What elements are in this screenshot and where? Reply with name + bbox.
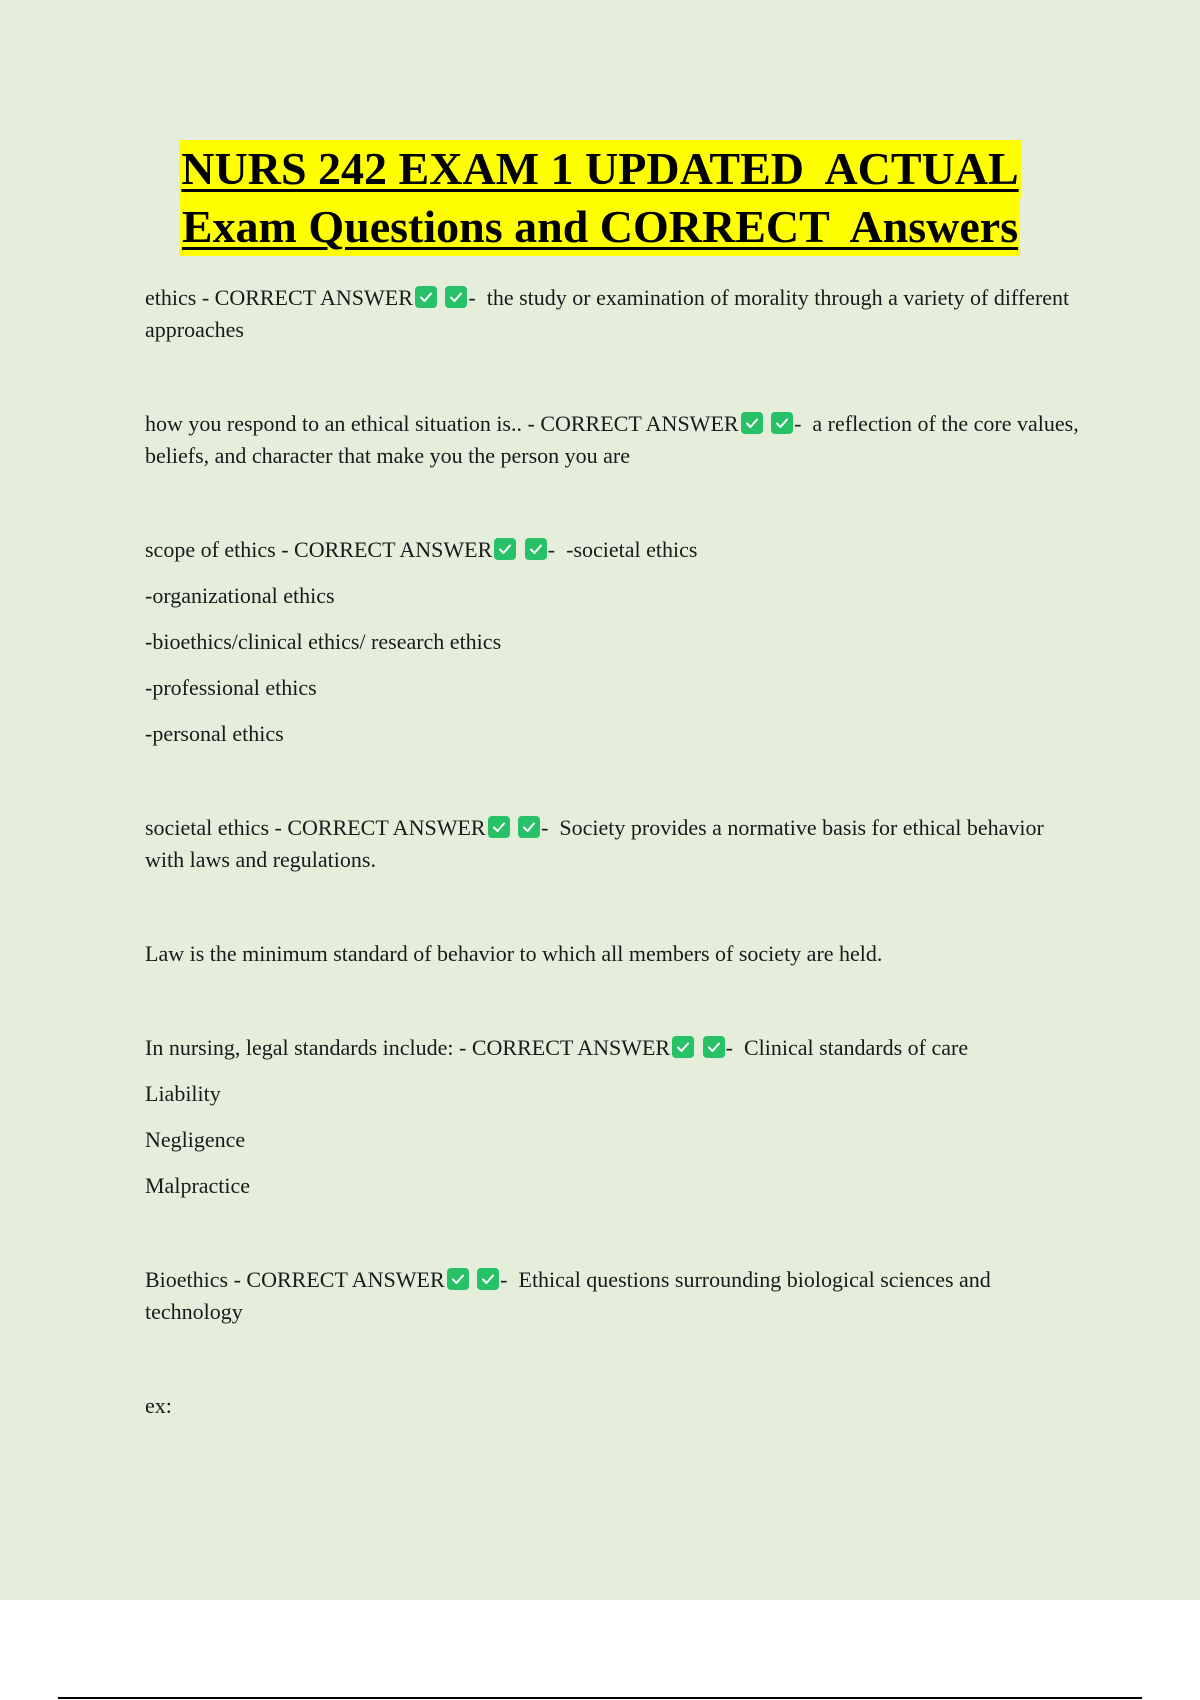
qa-answer: a reflection of the core values, beliefs, and character that make you the person you are <box>145 411 1079 468</box>
footer-rule <box>58 1697 1142 1699</box>
document-title <box>0 140 1200 256</box>
check-icon <box>672 1036 694 1058</box>
qa-term: ethics - CORRECT ANSWER <box>145 285 413 310</box>
plain-paragraph: ex: <box>145 1393 172 1418</box>
qa-term: In nursing, legal standards include: - CORRECT ANSWER <box>145 1035 671 1060</box>
title-line-1: NURS 242 EXAM 1 UPDATED ACTUAL <box>179 140 1020 198</box>
qa-list-line: Liability <box>145 1081 221 1106</box>
qa-answer: -societal ethics <box>566 537 698 562</box>
qa-item <box>145 1032 1085 1202</box>
qa-separator: - <box>468 285 487 310</box>
qa-term: societal ethics - CORRECT ANSWER <box>145 815 486 840</box>
check-icon <box>477 1268 499 1290</box>
qa-item <box>145 812 1085 876</box>
qa-item <box>145 282 1085 346</box>
check-icon <box>771 412 793 434</box>
check-icon <box>494 538 516 560</box>
qa-answer: Society provides a normative basis for ethical behavior with laws and regulations. <box>145 815 1044 872</box>
title-line-2: Exam Questions and CORRECT Answers <box>180 198 1020 256</box>
qa-list-line: -organizational ethics <box>145 583 335 608</box>
qa-separator: - <box>500 1267 519 1292</box>
plain-paragraph: Law is the minimum standard of behavior to which all members of society are held. <box>145 941 883 966</box>
qa-answer: Ethical questions surrounding biological sciences and technology <box>145 1267 991 1324</box>
check-icon <box>525 538 547 560</box>
qa-list-line: -personal ethics <box>145 721 284 746</box>
check-icon <box>415 286 437 308</box>
qa-term: Bioethics - CORRECT ANSWER <box>145 1267 445 1292</box>
check-icon <box>445 286 467 308</box>
qa-item <box>145 1264 1085 1328</box>
check-icon <box>447 1268 469 1290</box>
qa-list-line: Malpractice <box>145 1173 251 1198</box>
check-icon <box>488 816 510 838</box>
qa-term: how you respond to an ethical situation is.. - CORRECT ANSWER <box>145 411 739 436</box>
check-icon <box>703 1036 725 1058</box>
qa-item <box>145 408 1085 472</box>
qa-separator: - <box>541 815 560 840</box>
qa-list-line: Negligence <box>145 1127 246 1152</box>
qa-first-line <box>145 534 1085 566</box>
qa-list-line: -bioethics/clinical ethics/ research ethics <box>145 629 502 654</box>
qa-item <box>145 534 1085 750</box>
qa-separator: - <box>547 537 567 562</box>
qa-first-line <box>145 1032 1085 1064</box>
qa-term: scope of ethics - CORRECT ANSWER <box>145 537 493 562</box>
check-icon <box>518 816 540 838</box>
qa-answer: the study or examination of morality through a variety of different approaches <box>145 285 1070 342</box>
check-icon <box>741 412 763 434</box>
qa-answer: Clinical standards of care <box>743 1035 969 1060</box>
qa-separator: - <box>794 411 813 436</box>
qa-separator: - <box>725 1035 744 1060</box>
qa-list <box>145 282 1085 1484</box>
qa-list-line: -professional ethics <box>145 675 317 700</box>
